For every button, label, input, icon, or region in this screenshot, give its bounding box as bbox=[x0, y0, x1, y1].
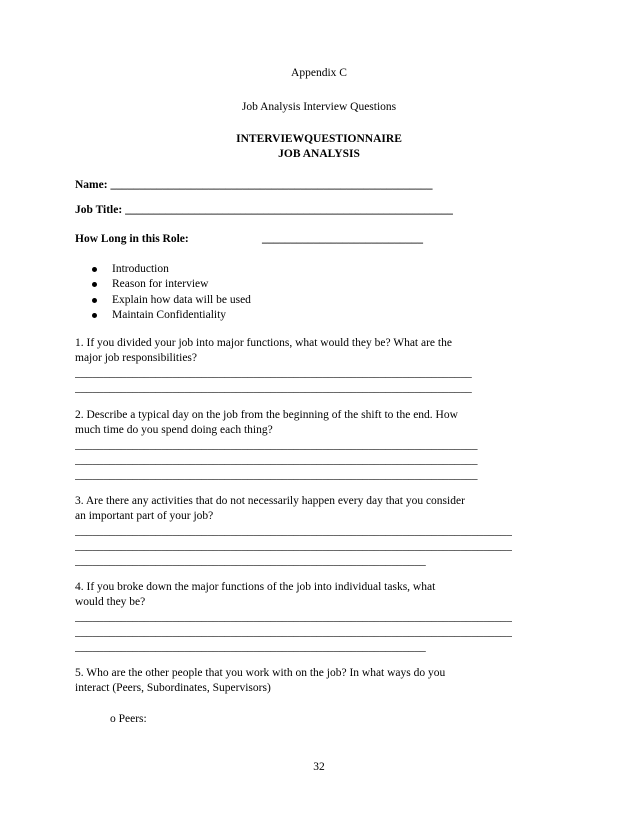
job-title-field bbox=[75, 203, 453, 218]
how-long-blank-line: ____________________________ bbox=[262, 233, 423, 245]
question-2-line2: much time do you spend doing each thing? bbox=[75, 424, 273, 436]
answer-line: ______________________________________________________________________ bbox=[75, 469, 478, 481]
answer-line: _____________________________________________________________ bbox=[75, 555, 426, 567]
question-3 bbox=[75, 494, 535, 524]
question-2 bbox=[75, 408, 535, 438]
list-item: Maintain Confidentiality bbox=[90, 308, 251, 323]
how-long-label: How Long in this Role: bbox=[75, 233, 189, 245]
appendix-label: Appendix C bbox=[291, 67, 347, 79]
answer-line: ______________________________________________________________________ bbox=[75, 454, 478, 466]
question-4-answer-lines bbox=[75, 610, 512, 655]
name-blank-line: ________________________________________________________ bbox=[110, 179, 433, 191]
document-title-line2: JOB ANALYSIS bbox=[278, 148, 360, 160]
answer-line: ____________________________________________________________________________ bbox=[75, 626, 512, 638]
question-3-line2: an important part of your job? bbox=[75, 510, 214, 522]
question-1-line1: 1. If you divided your job into major functions, what would they be? What are the bbox=[75, 337, 452, 349]
answer-line: ____________________________________________________________________________ bbox=[75, 525, 512, 537]
document-subtitle: Job Analysis Interview Questions bbox=[241, 101, 397, 113]
list-item: Explain how data will be used bbox=[90, 293, 251, 308]
question-2-line1: 2. Describe a typical day on the job from the beginning of the shift to the end. How bbox=[75, 409, 458, 421]
answer-line: _____________________________________________________________________ bbox=[75, 367, 472, 379]
document-title-line1: INTERVIEWQUESTIONNAIRE bbox=[236, 133, 402, 145]
question-2-answer-lines bbox=[75, 438, 478, 483]
question-4-line1: 4. If you broke down the major functions of the job into individual tasks, what bbox=[75, 581, 436, 593]
question-1 bbox=[75, 336, 535, 366]
question-3-line1: 3. Are there any activities that do not necessarily happen every day that you consider bbox=[75, 495, 465, 507]
peers-label: o Peers: bbox=[110, 713, 147, 725]
job-title-blank-line: _________________________________________________________ bbox=[125, 204, 453, 216]
answer-line: _____________________________________________________________________ bbox=[75, 382, 472, 394]
bullet-icon bbox=[92, 282, 97, 287]
question-4-line2: would they be? bbox=[75, 596, 146, 608]
list-item: Reason for interview bbox=[90, 277, 251, 292]
interview-intro-list bbox=[90, 262, 251, 323]
answer-line: ____________________________________________________________________________ bbox=[75, 540, 512, 552]
question-4 bbox=[75, 580, 535, 610]
question-5-line2: interact (Peers, Subordinates, Supervisors) bbox=[75, 682, 271, 694]
page-number: 32 bbox=[313, 761, 325, 773]
answer-line: ____________________________________________________________________________ bbox=[75, 611, 512, 623]
job-title-label: Job Title: bbox=[75, 204, 123, 216]
question-1-line2: major job responsibilities? bbox=[75, 352, 198, 364]
name-label: Name: bbox=[75, 179, 108, 191]
answer-line: ______________________________________________________________________ bbox=[75, 439, 478, 451]
list-item: Introduction bbox=[90, 262, 251, 277]
question-3-answer-lines bbox=[75, 524, 512, 569]
bullet-icon bbox=[92, 313, 97, 318]
question-1-answer-lines bbox=[75, 366, 472, 396]
answer-line: _____________________________________________________________ bbox=[75, 641, 426, 653]
bullet-icon bbox=[92, 298, 97, 303]
bullet-icon bbox=[92, 267, 97, 272]
name-field bbox=[75, 178, 432, 193]
question-5-line1: 5. Who are the other people that you work with on the job? In what ways do you bbox=[75, 667, 446, 679]
question-5 bbox=[75, 666, 535, 696]
